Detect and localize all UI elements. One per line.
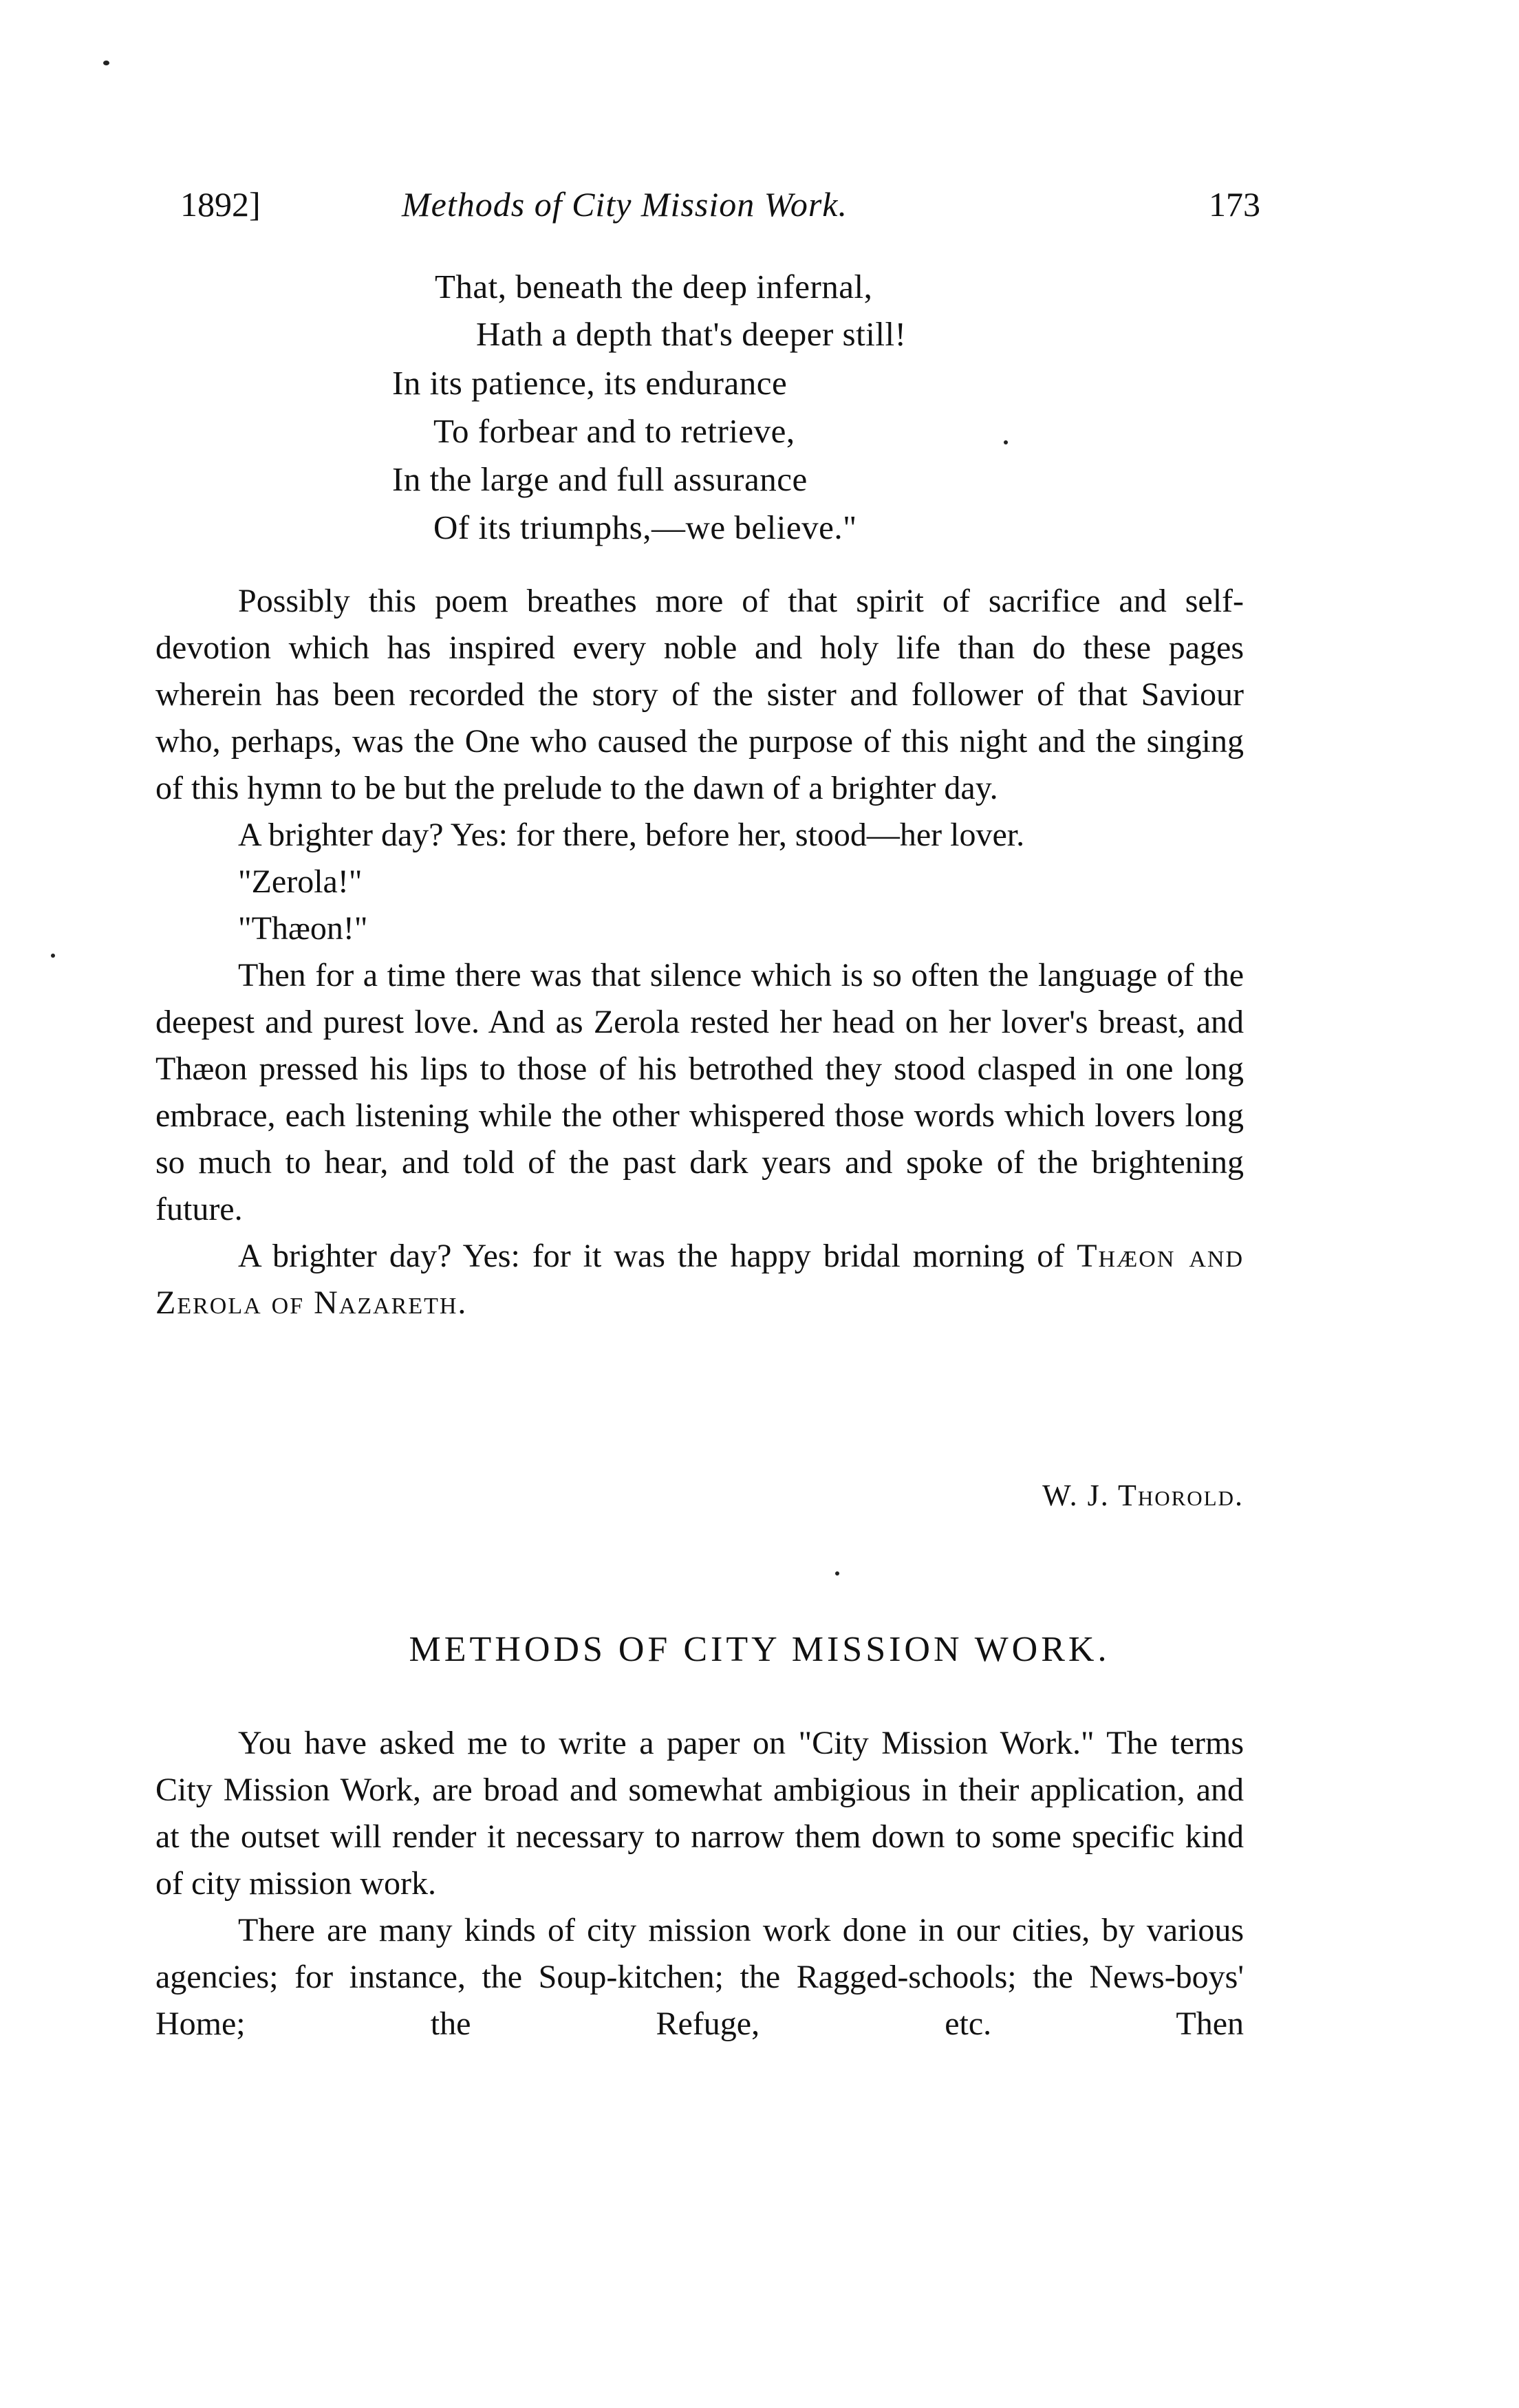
header-page-number: 173 <box>1209 185 1260 224</box>
ink-speck <box>103 61 109 65</box>
poem-line: In the large and full assurance <box>392 460 808 498</box>
paragraph: You have asked me to write a paper on "City Mission Work." The terms City Mission Work, are broad and somewhat ambigious in their application, and at the outset will render it necessary to narrow them down to some specific kind of city mission work. <box>155 1725 1244 1902</box>
header-year: 1892] <box>180 185 261 224</box>
header-running-title: Methods of City Mission Work. <box>402 185 848 224</box>
story-text <box>155 578 1244 1326</box>
section-heading: METHODS OF CITY MISSION WORK. <box>409 1630 1110 1669</box>
poem-line: Hath a depth that's deeper still! <box>476 315 907 353</box>
poem-line: That, beneath the deep infernal, <box>435 268 873 305</box>
paragraph-text: A brighter day? Yes: for it was the happy bridal morning of <box>238 1238 1065 1274</box>
ink-speck <box>1004 440 1008 444</box>
section-text <box>155 1720 1244 2047</box>
paragraph: There are many kinds of city mission work done in our cities, by various agencies; for instance, the Soup-kitchen; the Ragged-schools; the News-boys' Home; the Refuge, etc. Then <box>155 1912 1244 2042</box>
dialogue-line: "Zerola!" <box>238 863 363 900</box>
paragraph: Then for a time there was that silence which is so often the language of the deepest and purest love. And as Zerola rested her head on her lover's breast, and Thæon pressed his lips to those of his betrothed they stood clasped in one long embrace, each listening while the other whispered those words which lovers long so much to hear, and told of the past dark years and spoke of the brightening future. <box>155 957 1244 1227</box>
paragraph: Possibly this poem breathes more of that spirit of sacrifice and self-devotion which has inspired every noble and holy life than do these pages wherein has been recorded the story of the sister and follower of that Saviour who, perhaps, was the One who caused the purpose of this night and the singing of this hymn to be but the prelude to the dawn of a brighter day. <box>155 583 1244 806</box>
running-header <box>180 184 1260 233</box>
paragraph <box>155 1233 1244 1326</box>
dialogue-line: "Thæon!" <box>238 910 368 947</box>
ink-speck <box>51 954 55 958</box>
poem-line: In its patience, its endurance <box>392 364 788 402</box>
small-caps-names: Thæon and Zerola of Nazareth. <box>155 1238 1245 1321</box>
ink-speck <box>835 1571 839 1576</box>
poem-line: To forbear and to retrieve, <box>433 412 795 450</box>
poem-line: Of its triumphs,—we believe." <box>433 508 857 546</box>
paragraph: A brighter day? Yes: for there, before her, stood—her lover. <box>238 817 1025 853</box>
author-signature: W. J. Thorold. <box>1042 1479 1244 1512</box>
